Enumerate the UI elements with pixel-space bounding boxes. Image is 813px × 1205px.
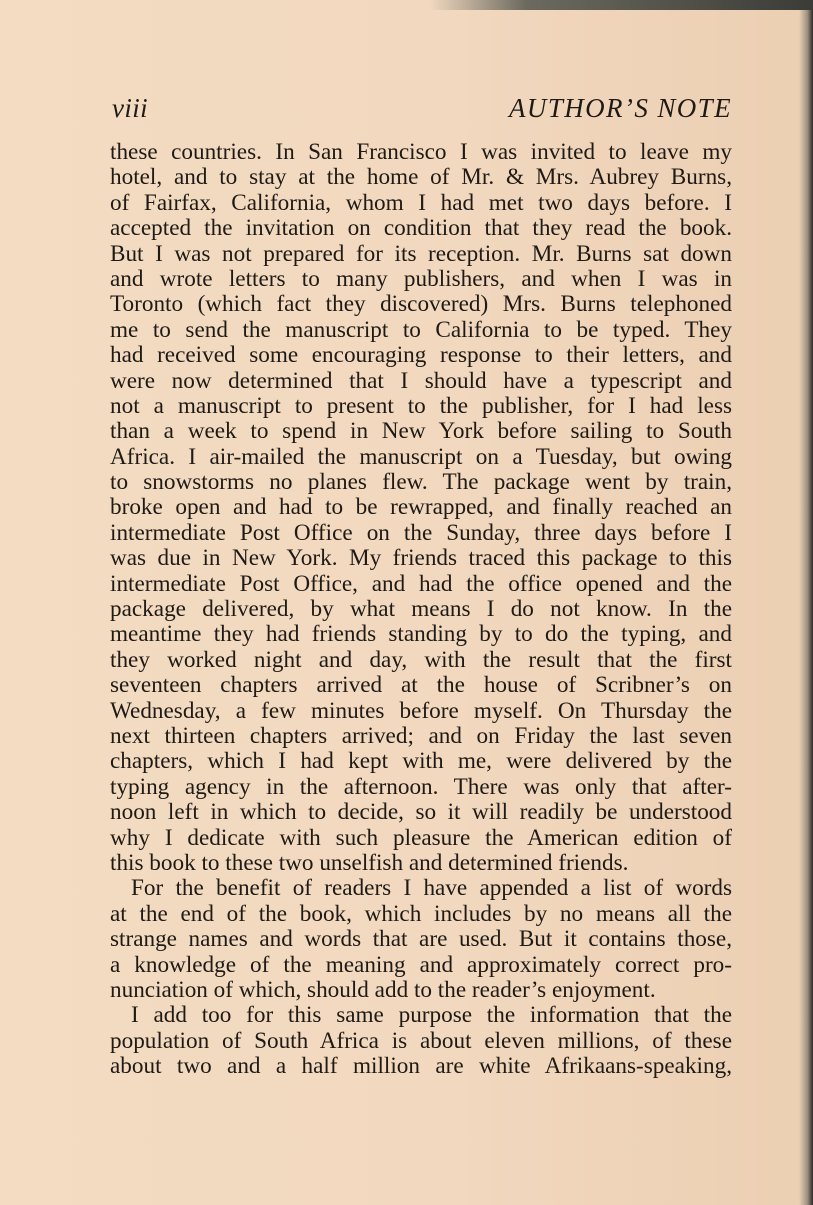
text-line: accepted the invitation on condition that they read the book. bbox=[110, 215, 732, 242]
text-line: package delivered, by what means I do not know. In the bbox=[110, 596, 732, 623]
text-line: to snowstorms no planes flew. The package went by train, bbox=[110, 469, 732, 496]
text-line: at the end of the book, which includes by no means all the bbox=[110, 900, 732, 927]
text-line: they worked night and day, with the result that the first bbox=[110, 646, 732, 673]
text-line: had received some encouraging response to their letters, and bbox=[110, 342, 732, 369]
running-head: AUTHOR’S NOTE bbox=[509, 93, 732, 123]
paragraph-1 bbox=[110, 140, 732, 876]
text-line: was due in New York. My friends traced this package to this bbox=[110, 545, 732, 572]
text-line: me to send the manuscript to California to be typed. They bbox=[110, 316, 732, 343]
text-line: population of South Africa is about eleven millions, of these bbox=[110, 1027, 732, 1054]
text-line: But I was not prepared for its reception. Mr. Burns sat down bbox=[110, 240, 732, 267]
text-line: of Fairfax, California, whom I had met two days before. I bbox=[110, 189, 732, 216]
text-line: Wednesday, a few minutes before myself. On Thursday the bbox=[110, 697, 732, 724]
text-line: broke open and had to be rewrapped, and finally reached an bbox=[110, 494, 732, 521]
text-line: these countries. In San Francisco I was invited to leave my bbox=[110, 139, 732, 165]
body-text bbox=[110, 140, 732, 1079]
text-line: were now determined that I should have a typescript and bbox=[110, 367, 732, 394]
paragraph-2 bbox=[110, 876, 732, 1003]
text-line: a knowledge of the meaning and approximately correct pro- bbox=[110, 951, 732, 978]
text-line: next thirteen chapters arrived; and on Friday the last seven bbox=[110, 722, 732, 749]
text-line: chapters, which I had kept with me, were delivered by the bbox=[110, 748, 732, 775]
text-line: For the benefit of readers I have appended a list of words bbox=[131, 875, 732, 902]
text-line: meantime they had friends standing by to do the typing, and bbox=[110, 621, 732, 648]
text-line: Africa. I air-mailed the manuscript on a Tuesday, but owing bbox=[110, 443, 732, 470]
text-line: strange names and words that are used. But it contains those, bbox=[110, 926, 732, 953]
text-line: noon left in which to decide, so it will readily be understood bbox=[110, 799, 732, 826]
paragraph-3 bbox=[110, 1003, 732, 1079]
text-line: why I dedicate with such pleasure the American edition of bbox=[110, 824, 732, 851]
text-line: nunciation of which, should add to the reader’s enjoyment. bbox=[110, 976, 656, 1003]
text-line: intermediate Post Office, and had the office opened and the bbox=[110, 570, 732, 597]
text-line: this book to these two unselfish and determined friends. bbox=[110, 849, 629, 876]
text-line: than a week to spend in New York before sailing to South bbox=[110, 418, 732, 445]
right-page-edge bbox=[799, 10, 813, 1205]
text-line: not a manuscript to present to the publisher, for I had less bbox=[110, 392, 732, 419]
text-line: about two and a half million are white Afrikaans-speaking, bbox=[110, 1053, 732, 1080]
top-page-edge bbox=[430, 0, 813, 10]
page-number: viii bbox=[112, 93, 149, 123]
page-header bbox=[112, 93, 732, 127]
text-line: Toronto (which fact they discovered) Mrs. Burns telephoned bbox=[110, 291, 732, 318]
text-line: seventeen chapters arrived at the house of Scribner’s on bbox=[110, 672, 732, 699]
text-line: intermediate Post Office on the Sunday, three days before I bbox=[110, 519, 732, 546]
text-line: typing agency in the afternoon. There was only that after- bbox=[110, 773, 732, 800]
text-line: and wrote letters to many publishers, and when I was in bbox=[110, 265, 732, 292]
text-line: I add too for this same purpose the information that the bbox=[131, 1002, 732, 1029]
text-line: hotel, and to stay at the home of Mr. & Mrs. Aubrey Burns, bbox=[110, 164, 732, 191]
